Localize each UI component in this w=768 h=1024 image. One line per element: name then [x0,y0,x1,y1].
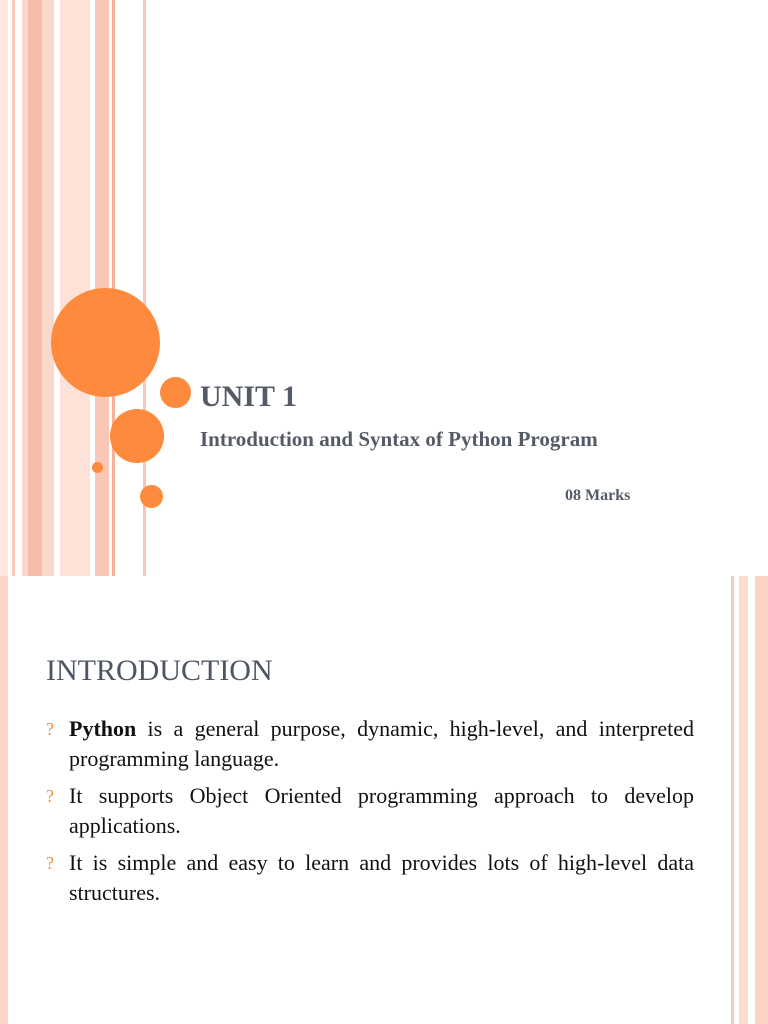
decorative-circle [51,288,160,397]
slide-subtitle: Introduction and Syntax of Python Program [200,427,598,451]
slide-heading: INTRODUCTION [46,654,273,687]
decorative-stripe [731,576,734,1024]
decorative-circle [110,409,164,463]
decorative-stripe [12,0,15,576]
decorative-stripe [755,576,768,1024]
bullet-strong-text: Python [69,716,137,741]
bullet-icon: ? [46,786,54,806]
bullet-list [46,714,694,915]
decorative-stripe [0,576,8,1024]
slide-title: UNIT 1 [200,380,297,413]
bullet-text: is a general purpose, dynamic, high-level, and interpreted programming language. [69,716,694,771]
decorative-stripe [60,0,90,576]
list-item [46,848,694,908]
introduction-slide [0,576,768,1024]
decorative-circle [160,377,191,408]
bullet-text: It is simple and easy to learn and provides lots of high-level data structures. [69,850,694,905]
bullet-text: It supports Object Oriented programming approach to develop applications. [69,783,694,838]
marks-label: 08 Marks [565,487,631,504]
list-item [46,714,694,774]
decorative-stripe [739,576,748,1024]
list-item [46,781,694,841]
decorative-stripe [28,0,42,576]
decorative-circle [92,462,103,473]
decorative-circle [140,485,163,508]
decorative-stripe [0,0,8,576]
bullet-icon: ? [46,719,54,739]
bullet-icon: ? [46,853,54,873]
